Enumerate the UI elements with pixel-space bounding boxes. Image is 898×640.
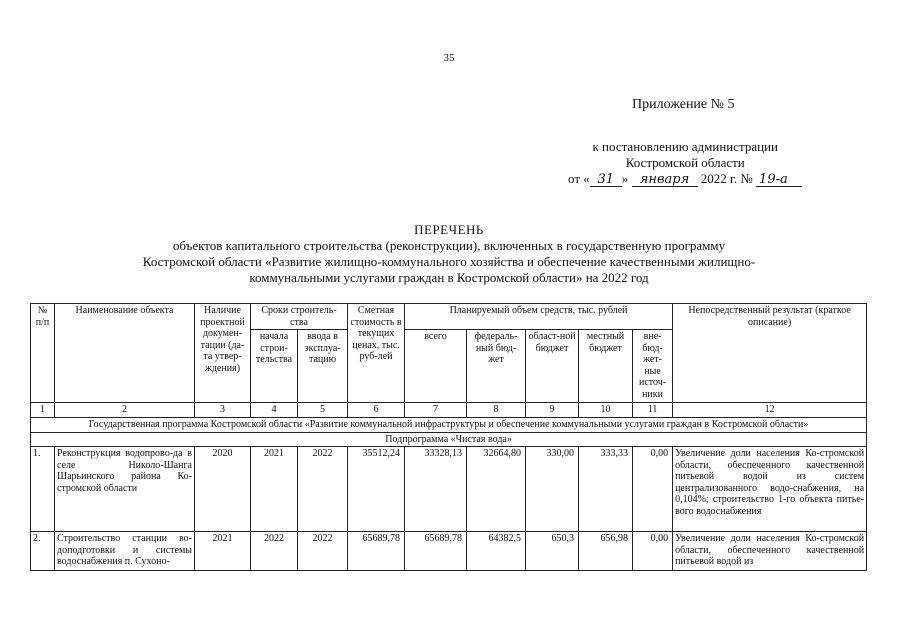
header-federal: федераль-ный бюд-жет bbox=[467, 330, 526, 403]
row-local: 333,33 bbox=[579, 447, 633, 532]
table-row bbox=[31, 447, 867, 532]
row-cost: 35512,24 bbox=[348, 447, 405, 532]
header-total: всего bbox=[405, 330, 467, 403]
header-cost: Сметная стоимость в текущих ценах, тыс. руб-лей bbox=[348, 304, 405, 403]
row-regional: 330,00 bbox=[526, 447, 579, 532]
program-row bbox=[31, 418, 867, 433]
column-number: 11 bbox=[633, 403, 673, 418]
column-number: 12 bbox=[673, 403, 867, 418]
header-row-1 bbox=[31, 304, 867, 330]
header-planned: Планируемый объем средств, тыс. рублей bbox=[405, 304, 673, 330]
page-number: 35 bbox=[443, 52, 455, 64]
decree-number-handwritten: 19-а bbox=[756, 173, 802, 187]
row-name: Реконструкция водопрово-да в селе Николо-Шанга Шарьинского района Ко-стромской области bbox=[55, 447, 195, 532]
column-number: 3 bbox=[195, 403, 251, 418]
header-num: № п/п bbox=[31, 304, 55, 403]
column-number: 2 bbox=[55, 403, 195, 418]
column-number: 5 bbox=[298, 403, 348, 418]
column-number: 8 bbox=[467, 403, 526, 418]
decree-mid: » bbox=[621, 171, 629, 186]
header-local: местный бюджет bbox=[579, 330, 633, 403]
row-total: 33328,13 bbox=[405, 447, 467, 532]
row-extra: 0,00 bbox=[633, 447, 673, 532]
row-extra: 0,00 bbox=[633, 532, 673, 571]
title-line-1: объектов капитального строительства (реконструкции), включенных в государственную программу bbox=[172, 238, 726, 253]
row-name: Строительство станции во-доподготовки и системы водоснабжения п. Сухоно- bbox=[55, 532, 195, 571]
row-result: Увеличение доли населения Ко-стромской области, обеспеченного качественной питьевой водой из систем централизованного водо-снабжения, на 0,104%; строительство 1-го объекта питье-вого водоснабжения bbox=[673, 447, 867, 532]
title-line-2: Костромской области «Развитие жилищно-коммунального хозяйства и обеспечение качественными жилищно- bbox=[142, 254, 756, 269]
subprogram-title: Подпрограмма «Чистая вода» bbox=[31, 432, 867, 447]
document-title bbox=[0, 222, 898, 286]
row-docs: 2020 bbox=[195, 447, 251, 532]
row-num: 2. bbox=[31, 532, 55, 571]
column-number: 7 bbox=[405, 403, 467, 418]
column-number: 4 bbox=[251, 403, 298, 418]
column-number: 6 bbox=[348, 403, 405, 418]
program-title: Государственная программа Костромской области «Развитие коммунальной инфраструктуры и обеспечение коммунальными услугами граждан в Костромской области» bbox=[31, 418, 867, 433]
row-total: 65689,78 bbox=[405, 532, 467, 571]
decree-line-1: к постановлению администрации bbox=[592, 139, 778, 154]
header-terms: Сроки строитель-ства bbox=[251, 304, 348, 330]
decree-month-handwritten: января bbox=[632, 173, 698, 187]
column-number: 9 bbox=[526, 403, 579, 418]
header-result: Непосредственный результат (краткое описание) bbox=[673, 304, 867, 403]
header-docs: Наличие проектной докумен-тации (да-та утвер-ждения) bbox=[195, 304, 251, 403]
column-number: 10 bbox=[579, 403, 633, 418]
decree-year: 2022 г. № bbox=[700, 171, 753, 186]
appendix-label: Приложение № 5 bbox=[632, 97, 735, 112]
header-regional: област-ной бюджет bbox=[526, 330, 579, 403]
row-commission: 2022 bbox=[298, 447, 348, 532]
decree-reference bbox=[592, 139, 778, 171]
row-regional: 650,3 bbox=[526, 532, 579, 571]
row-federal: 32664,80 bbox=[467, 447, 526, 532]
row-local: 656,98 bbox=[579, 532, 633, 571]
row-start: 2022 bbox=[251, 532, 298, 571]
row-result: Увеличение доли населения Ко-стромской области, обеспеченного качественной питьевой водой из bbox=[673, 532, 867, 571]
title-line-3: коммунальными услугами граждан в Костромской области» на 2022 год bbox=[249, 270, 649, 285]
row-cost: 65689,78 bbox=[348, 532, 405, 571]
title-main: ПЕРЕЧЕНЬ bbox=[414, 222, 484, 237]
decree-day-handwritten: 31 bbox=[590, 173, 622, 187]
objects-table bbox=[30, 303, 867, 571]
subprogram-row bbox=[31, 432, 867, 447]
row-federal: 64382,5 bbox=[467, 532, 526, 571]
column-number-row bbox=[31, 403, 867, 418]
header-extra: вне-бюд-жет-ные источ-ники bbox=[633, 330, 673, 403]
header-commission: ввода в эксплуа-тацию bbox=[298, 330, 348, 403]
header-start: начала строи-тельства bbox=[251, 330, 298, 403]
row-num: 1. bbox=[31, 447, 55, 532]
header-name: Наименование объекта bbox=[55, 304, 195, 403]
row-docs: 2021 bbox=[195, 532, 251, 571]
decree-prefix: от « bbox=[568, 171, 590, 186]
row-commission: 2022 bbox=[298, 532, 348, 571]
decree-line-2: Костромской области bbox=[625, 155, 745, 170]
row-start: 2021 bbox=[251, 447, 298, 532]
decree-date-number bbox=[568, 171, 802, 187]
column-number: 1 bbox=[31, 403, 55, 418]
table-row bbox=[31, 532, 867, 571]
